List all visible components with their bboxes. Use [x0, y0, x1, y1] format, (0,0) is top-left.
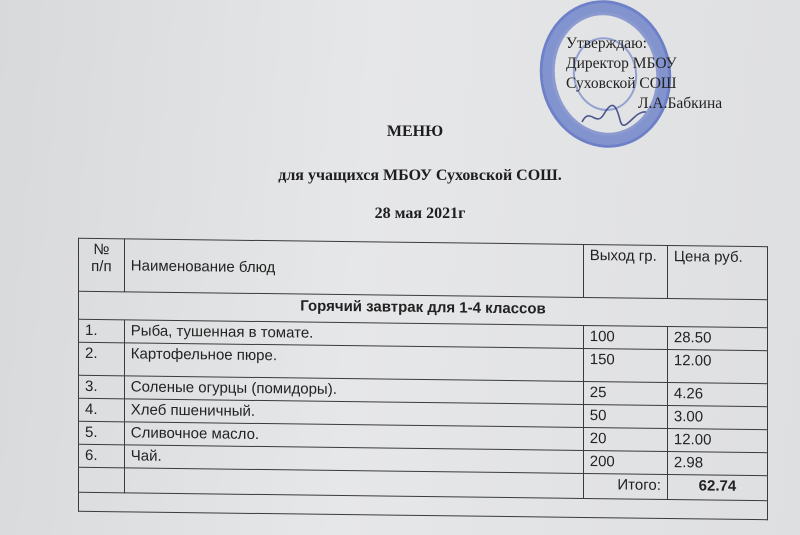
total-label: Итого: [583, 473, 667, 499]
cell-num: 5. [79, 421, 125, 445]
approval-line: Директор МБОУ [566, 55, 677, 72]
cell-num: 6. [79, 444, 125, 468]
menu-date: 28 мая 2021г [374, 205, 466, 222]
cell-num: 1. [79, 319, 125, 343]
approval-line: Суховской СОШ [566, 75, 677, 92]
cell-output: 50 [583, 404, 667, 428]
cell-output: 20 [583, 427, 667, 451]
column-header-output: Выход гр. [583, 244, 667, 298]
cell-num: 3. [79, 375, 125, 399]
cell-name: Картофельное пюре. [124, 343, 583, 382]
approval-signer: Л.А.Бабкина [638, 95, 723, 112]
approval-line: Утверждаю: [566, 35, 647, 52]
cell-num: 4. [79, 398, 125, 422]
cell-name: Сливочное масло. [124, 422, 583, 451]
cell-name: Чай. [124, 445, 583, 474]
cell-name: Рыба, тушенная в томате. [124, 320, 583, 349]
total-value: 62.74 [667, 474, 767, 500]
cell-empty [79, 467, 125, 493]
cell-price: 3.00 [667, 405, 767, 429]
cell-output: 200 [583, 450, 667, 474]
cell-name: Хлеб пшеничный. [124, 399, 583, 428]
column-header-price: Цена руб. [667, 245, 767, 299]
cell-price: 4.26 [667, 382, 767, 406]
cell-price: 12.00 [667, 428, 767, 452]
cell-output: 150 [583, 348, 667, 382]
menu-title: МЕНЮ [386, 123, 444, 140]
cell-output: 25 [583, 381, 667, 405]
menu-table [78, 238, 768, 520]
cell-output: 100 [583, 325, 667, 349]
menu-subtitle: для учащихся МБОУ Суховской СОШ. [278, 167, 562, 184]
cell-num: 2. [79, 342, 125, 376]
approval-block [566, 34, 766, 114]
cell-name: Соленые огурцы (помидоры). [124, 376, 583, 405]
cell-price: 12.00 [667, 349, 767, 383]
table-header-row [79, 238, 768, 299]
section-title: Горячий завтрак для 1-4 классов [79, 291, 768, 327]
cell-price: 28.50 [667, 326, 767, 350]
column-header-num: № п/п [79, 238, 125, 292]
cell-price: 2.98 [667, 451, 767, 475]
column-header-name: Наименование блюд [124, 239, 583, 298]
